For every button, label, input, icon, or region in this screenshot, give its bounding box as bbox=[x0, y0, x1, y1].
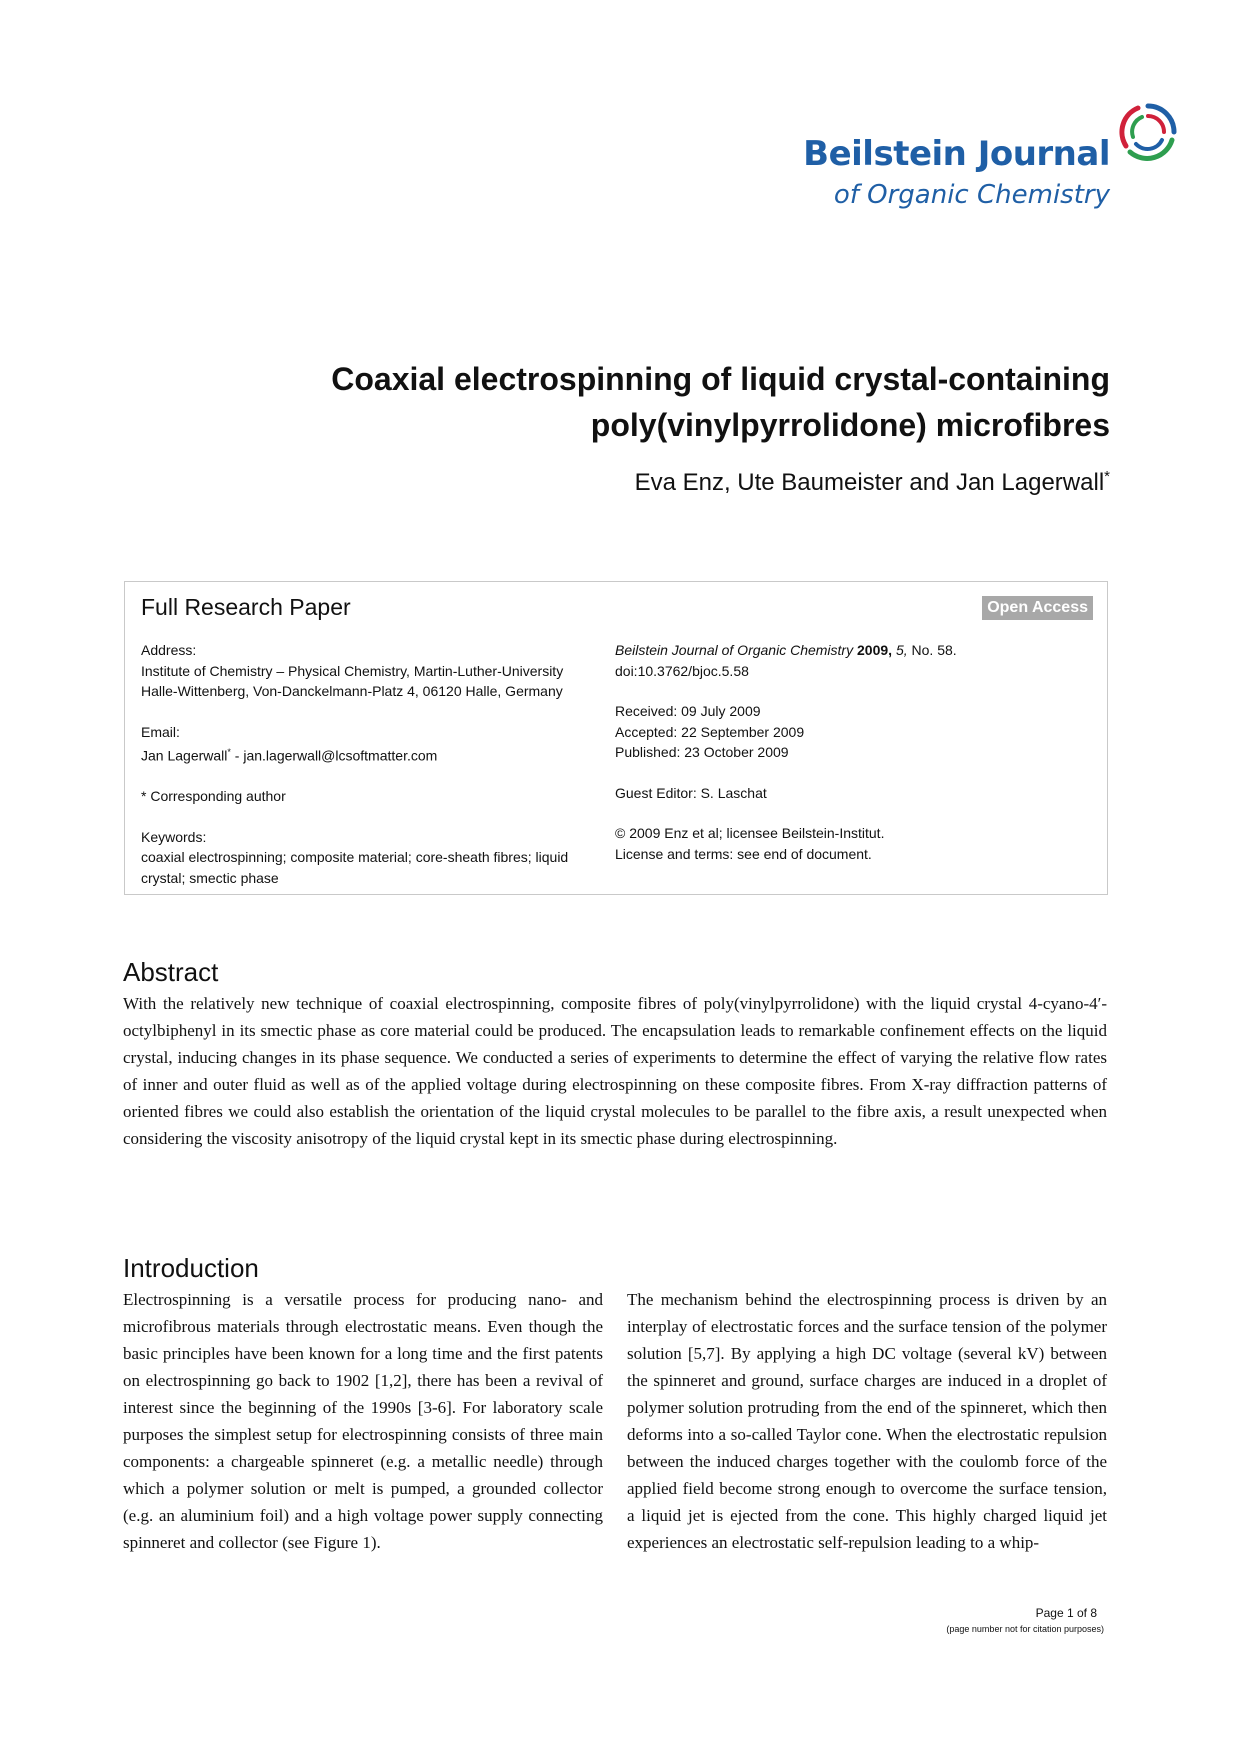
page-number: Page 1 of 8 bbox=[1035, 1606, 1097, 1620]
introduction-left-column: Electrospinning is a versatile process for producing nano- and microfibrous materials through electrostatic means. Even though the basic principles have been known for a long time and the first patents on electrospinning go back to 1902 [1,2], there has been a revival of interest since the beginning of the 1990s [3-6]. For laboratory scale purposes the simplest setup for electrospinning consists of three main components: a chargeable spinneret (e.g. a metallic needle) through which a polymer solution or melt is pumped, a grounded collector (e.g. an aluminium foil) and a high voltage power supply connecting spinneret and collector (see Figure 1). bbox=[123, 1290, 603, 1552]
journal-swirl-icon bbox=[1116, 100, 1180, 164]
email-corresponding-mark: * bbox=[227, 747, 231, 757]
info-left-column bbox=[141, 640, 591, 908]
corresponding-mark: * bbox=[1104, 468, 1110, 485]
open-access-badge: Open Access bbox=[982, 596, 1093, 620]
citation-block bbox=[615, 640, 1085, 681]
keywords-label: Keywords: bbox=[141, 828, 207, 845]
email-block bbox=[141, 722, 591, 767]
keywords-text: coaxial electrospinning; composite material; core-sheath fibres; liquid crystal; smectic phase bbox=[141, 849, 569, 886]
email-author-name: Jan Lagerwall bbox=[141, 747, 228, 764]
address-line1: Institute of Chemistry – Physical Chemistry, Martin-Luther-University bbox=[141, 662, 564, 679]
published-date: Published: 23 October 2009 bbox=[615, 744, 789, 760]
citation-volume: 5, bbox=[895, 642, 908, 658]
copyright-notice: © 2009 Enz et al; licensee Beilstein-Institut. bbox=[615, 825, 885, 841]
paper-type: Full Research Paper bbox=[141, 594, 351, 620]
address-label: Address: bbox=[141, 642, 197, 658]
address-block bbox=[141, 640, 591, 702]
citation-journal: Beilstein Journal of Organic Chemistry bbox=[615, 642, 854, 658]
article-info-box bbox=[124, 581, 1108, 895]
received-date: Received: 09 July 2009 bbox=[615, 703, 761, 719]
email-label: Email: bbox=[141, 723, 180, 740]
journal-logo bbox=[760, 100, 1180, 220]
license-terms: License and terms: see end of document. bbox=[615, 845, 872, 862]
introduction-right-column: The mechanism behind the electrospinning process is driven by an interplay of electrostatic forces and the surface tension of the polymer solution [5,7]. By applying a high DC voltage (several kV) between the spinneret and ground, surface charges are induced in a droplet of polymer solution protruding from the end of the spinneret, which then deforms into a so-called Taylor cone. When the electrostatic repulsion between the induced charges together with the coulomb force of the applied field become strong enough to overcome the surface tension, a liquid jet is ejected from the cone. This highly charged liquid jet experiences an electrostatic self-repulsion leading to a whip- bbox=[627, 1290, 1107, 1552]
editor-block bbox=[615, 783, 1085, 804]
journal-name-line1: Beilstein Journal bbox=[803, 134, 1110, 174]
license-block bbox=[615, 823, 1085, 864]
email-line bbox=[141, 742, 591, 766]
citation-number: No. 58. bbox=[911, 642, 957, 658]
dates-block bbox=[615, 701, 1085, 763]
introduction-heading: Introduction bbox=[123, 1253, 259, 1283]
guest-editor: Guest Editor: S. Laschat bbox=[615, 784, 767, 801]
article-title: Coaxial electrospinning of liquid crystal-containing poly(vinylpyrrolidone) microfibres bbox=[331, 361, 1110, 443]
author-names: Eva Enz, Ute Baumeister and Jan Lagerwall bbox=[634, 469, 1105, 496]
abstract-text: With the relatively new technique of coaxial electrospinning, composite fibres of poly(vinylpyrrolidone) with the liquid crystal 4-cyano-4′-octylbiphenyl in its smectic phase as core material could be produced. The encapsulation leads to remarkable confinement effects on the liquid crystal, inducing changes in its phase sequence. We conducted a series of experiments to determine the effect of varying the relative flow rates of inner and outer fluid as well as of the applied voltage during electrospinning on these composite fibres. From X-ray diffraction patterns of oriented fibres we could also establish the orientation of the liquid crystal molecules to be parallel to the fibre axis, a result unexpected when considering the viscosity anisotropy of the liquid crystal kept in its smectic phase during electrospinning. bbox=[123, 994, 1107, 1148]
corresponding-author-note: * Corresponding author bbox=[141, 788, 286, 805]
article-authors bbox=[635, 468, 1110, 497]
journal-name-line2: of Organic Chemistry bbox=[833, 180, 1110, 210]
corresponding-block bbox=[141, 786, 591, 807]
page-number-note: (page number not for citation purposes) bbox=[946, 1624, 1104, 1634]
info-right-column bbox=[615, 640, 1085, 884]
doi-link[interactable]: doi:10.3762/bjoc.5.58 bbox=[615, 662, 749, 679]
abstract-heading: Abstract bbox=[123, 957, 219, 987]
keywords-block bbox=[141, 827, 591, 889]
accepted-date: Accepted: 22 September 2009 bbox=[615, 723, 805, 740]
email-address[interactable]: - jan.lagerwall@lcsoftmatter.com bbox=[230, 747, 438, 764]
citation-year: 2009, bbox=[857, 642, 893, 658]
citation-line bbox=[615, 640, 1085, 661]
address-line2: Halle-Wittenberg, Von-Danckelmann-Platz 4, 06120 Halle, Germany bbox=[141, 683, 563, 699]
